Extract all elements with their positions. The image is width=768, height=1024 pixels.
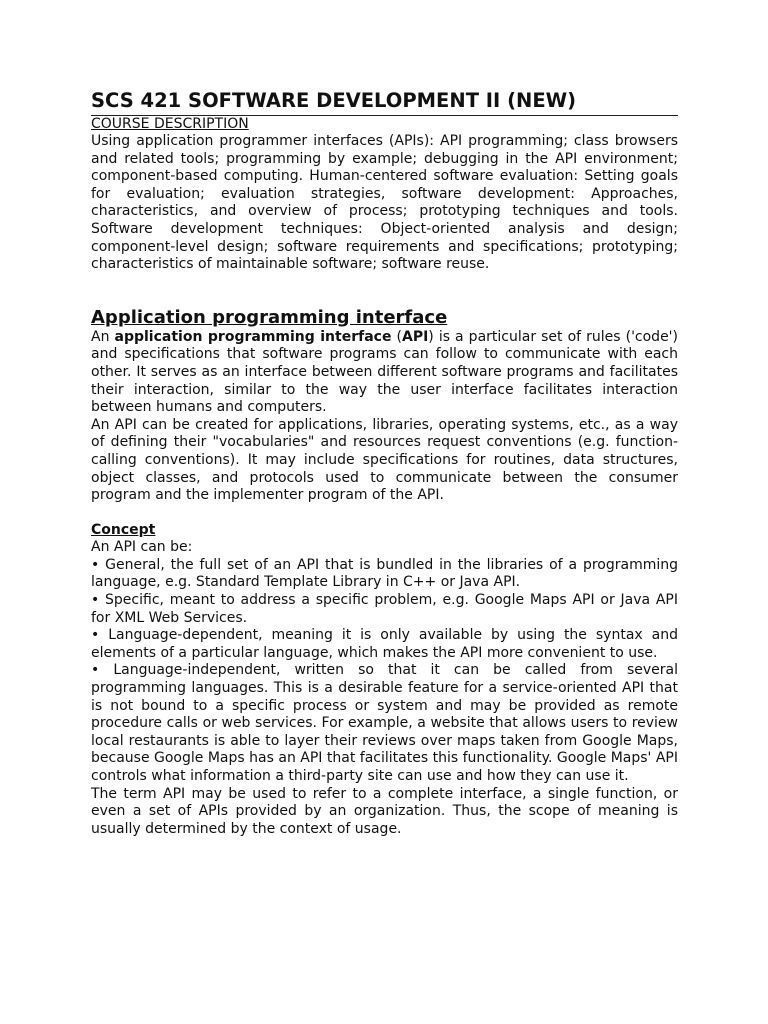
concept-item-specific: • Specific, meant to address a specific problem, e.g. Google Maps API or Java API for XML Web Services.: [91, 592, 678, 626]
course-description-heading: COURSE DESCRIPTION: [91, 116, 249, 132]
document-page: [91, 88, 678, 838]
api-definition-paragraph: [91, 329, 678, 417]
concept-heading: Concept: [91, 521, 156, 538]
api-abbr-bold: API: [401, 328, 429, 345]
api-section-heading: Application programming interface: [91, 306, 448, 328]
api-p1-rest: ) is a particular set of rules ('code') and specifications that software programs can follow to communicate with each other. It serves as an interface between different software programs and facilitates their interaction, similar to the way the user interface facilitates interaction between humans and computers.: [91, 328, 678, 416]
concept-item-language-dependent: • Language-dependent, meaning it is only available by using the syntax and elements of a particular language, which makes the API more convenient to use.: [91, 627, 678, 661]
api-open-paren: (: [391, 328, 402, 345]
page-title: SCS 421 SOFTWARE DEVELOPMENT II (NEW): [91, 88, 678, 116]
api-term-bold: application programming interface: [114, 328, 392, 345]
course-description-text: Using application programmer interfaces (APIs): API programming; class browsers and related tools; programming by example; debugging in the API environment; component-based computing. Human-centered software evaluation: Setting goals for evaluation; evaluation strategies, software development: Approaches, characteristics, and overview of process; prototyping techniques and tools. Software development techniques: Object-oriented analysis and design; component-level design; software requirements and specifications; prototyping; characteristics of maintainable software; software reuse.: [91, 133, 678, 273]
api-p1-prefix: An: [91, 328, 115, 345]
concept-item-general: • General, the full set of an API that is bundled in the libraries of a programming language, e.g. Standard Template Library in C++ or Java API.: [91, 556, 678, 591]
concept-item-language-independent: • Language-independent, written so that it can be called from several programming languages. This is a desirable feature for a service-oriented API that is not bound to a specific process or system and may be provided as remote procedure calls or web services. For example, a website that allows users to review local restaurants is able to layer their reviews over maps taken from Google Maps, because Google Maps has an API that facilitates this functionality. Google Maps' API controls what information a third-party site can use and how they can use it.: [91, 662, 678, 784]
concept-intro: An API can be:: [91, 539, 193, 556]
concept-closing-paragraph: The term API may be used to refer to a complete interface, a single function, or even a set of APIs provided by an organization. Thus, the scope of meaning is usually determined by the context of usage.: [91, 785, 678, 837]
api-usage-paragraph: An API can be created for applications, libraries, operating systems, etc., as a way of defining their "vocabularies" and resources request conventions (e.g. function-calling conventions). It may include specifications for routines, data structures, object classes, and protocols used to communicate between the consumer program and the implementer program of the API.: [91, 416, 678, 504]
